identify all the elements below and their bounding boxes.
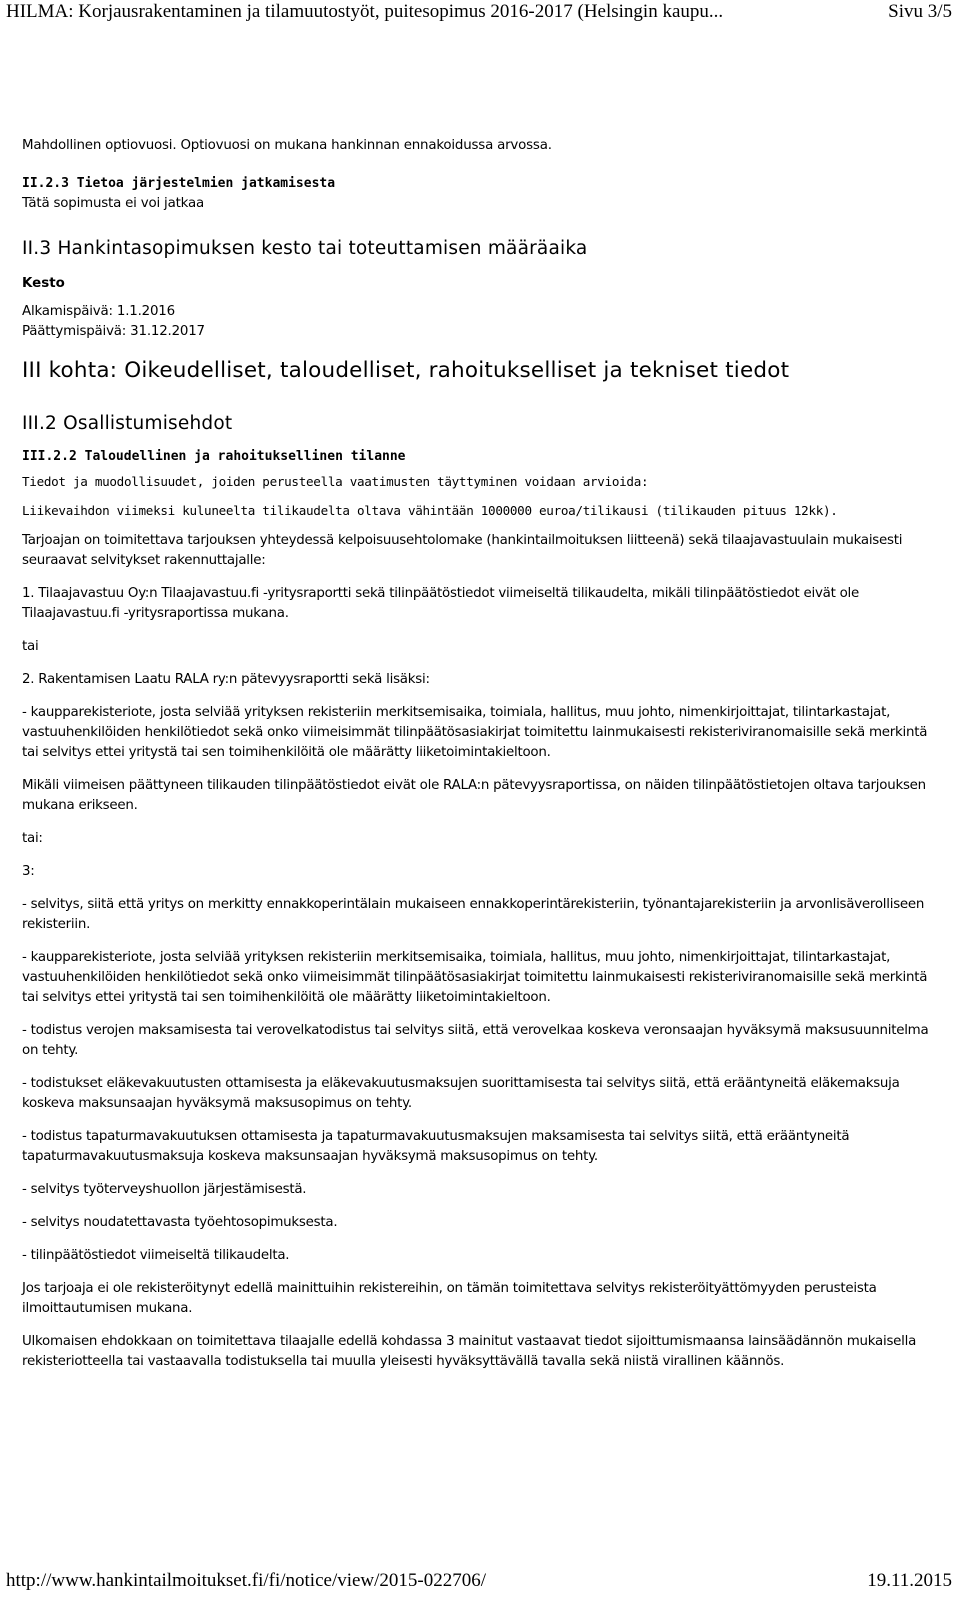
print-footer-date: 19.11.2015 (867, 1570, 952, 1591)
paragraph: 1. Tilaajavastuu Oy:n Tilaajavastuu.fi -yritysraportti sekä tilinpäätöstiedot viimeiseltä tilikaudelta, mikäli tilinpäätöstiedot eivät ole Tilaajavastuu.fi -yritysraportissa mukana. (22, 586, 859, 621)
paragraph: - todistus tapaturmavakuutuksen ottamisesta ja tapaturmavakuutusmaksujen maksamisesta tai selvitys siitä, että erääntyneitä tapaturmavakuutusmaksuja koskeva maksunsaajan hyväksymä maksusopimus on tehty. (22, 1129, 850, 1164)
paragraph: - selvitys, siitä että yritys on merkitty ennakkoperintälain mukaiseen ennakkoperintärekisteriin, työnantajarekisteriin ja arvonlisäverolliseen rekisteriin. (22, 897, 925, 932)
paragraph: - kaupparekisteriote, josta selviää yrityksen rekisteriin merkitsemisaika, toimiala, hallitus, muu johto, nimenkirjoittajat, tilintarkastajat, vastuuhenkilöiden henkilötiedot sekä onko viimeisimmät tilinpäätösasiakirjat toimitettu lainmukaisesti rekisteriviranomaisille sekä merkintä tai selvitys ettei yritystä tai sen toimihenkilöitä ole määrätty liiketoimintakieltoon. (22, 950, 928, 1005)
paragraph: - selvitys työterveyshuollon järjestämisestä. (22, 1182, 307, 1197)
paragraph: 2. Rakentamisen Laatu RALA ry:n pätevyysraportti sekä lisäksi: (22, 672, 430, 687)
paragraph: Tarjoajan on toimitettava tarjouksen yhteydessä kelpoisuusehtolomake (hankintailmoituksen liitteenä) sekä tilaajavastuulain mukaisesti seuraavat selvitykset rakennuttajalle: (22, 533, 903, 568)
print-header (6, 0, 952, 24)
print-footer-url: http://www.hankintailmoitukset.fi/fi/notice/view/2015-022706/ (6, 1570, 487, 1591)
paragraph: - tilinpäätöstiedot viimeiseltä tilikaudelta. (22, 1248, 290, 1263)
print-header-title: HILMA: Korjausrakentaminen ja tilamuutostyöt, puitesopimus 2016-2017 (Helsingin kaupu... (6, 1, 724, 22)
paragraph: tai: (22, 831, 43, 846)
paragraph: - todistukset eläkevakuutusten ottamisesta ja eläkevakuutusmaksujen suorittamisesta tai selvitys siitä, että erääntyneitä eläkemaksuja koskeva maksunsaajan hyväksymä maksusopimus on tehty. (22, 1076, 900, 1111)
section-iii-2-heading: III.2 Osallistumisehdot (22, 413, 233, 434)
print-footer (6, 1568, 952, 1594)
section-iii-heading: III kohta: Oikeudelliset, taloudelliset, rahoitukselliset ja tekniset tiedot (22, 358, 790, 383)
paragraph: Liikevaihdon viimeksi kuluneelta tilikaudelta oltava vähintään 1000000 euroa/tilikausi (tilikauden pituus 12kk). (22, 503, 838, 518)
paragraph: tai (22, 639, 39, 654)
paragraph: Mikäli viimeisen päättyneen tilikauden tilinpäätöstiedot eivät ole RALA:n pätevyysraportissa, on näiden tilinpäätöstietojen oltava tarjouksen mukana erikseen. (22, 778, 926, 813)
section-iii-2-2-intro: Tiedot ja muodollisuudet, joiden perusteella vaatimusten täyttyminen voidaan arvioida: (22, 474, 649, 489)
section-ii-3-heading: II.3 Hankintasopimuksen kesto tai toteuttamisen määräaika (22, 238, 588, 259)
section-ii-2-3-heading: II.2.3 Tietoa järjestelmien jatkamisesta (22, 176, 336, 191)
section-ii-2-3-text: Tätä sopimusta ei voi jatkaa (22, 196, 204, 211)
option-year-text: Mahdollinen optiovuosi. Optiovuosi on mukana hankinnan ennakoidussa arvossa. (22, 138, 552, 153)
duration-label: Kesto (22, 276, 65, 291)
paragraph: 3: (22, 864, 35, 879)
section-iii-2-2-heading: III.2.2 Taloudellinen ja rahoituksellinen tilanne (22, 449, 406, 464)
notice-content (22, 136, 940, 1385)
paragraph: Jos tarjoaja ei ole rekisteröitynyt edellä mainittuihin rekistereihin, on tämän toimitettava selvitys rekisteröityättömyyden perusteista ilmoittautumisen mukana. (22, 1281, 877, 1316)
start-date: Alkamispäivä: 1.1.2016 (22, 304, 175, 319)
paragraph: - selvitys noudatettavasta työehtosopimuksesta. (22, 1215, 338, 1230)
print-header-page-number: Sivu 3/5 (888, 1, 952, 22)
end-date: Päättymispäivä: 31.12.2017 (22, 324, 205, 339)
paragraph: Ulkomaisen ehdokkaan on toimitettava tilaajalle edellä kohdassa 3 mainitut vastaavat tiedot sijoittumismaansa lainsäädännön mukaisella rekisteriotteella tai vastaavalla todistuksella tai muulla yleisesti hyväksyttävällä tavalla sekä niistä virallinen käännös. (22, 1334, 917, 1369)
paragraph: - todistus verojen maksamisesta tai verovelkatodistus tai selvitys siitä, että verovelkaa koskeva veronsaajan hyväksymä maksusuunnitelma on tehty. (22, 1023, 929, 1058)
paragraph: - kaupparekisteriote, josta selviää yrityksen rekisteriin merkitsemisaika, toimiala, hallitus, muu johto, nimenkirjoittajat, tilintarkastajat, vastuuhenkilöiden henkilötiedot sekä onko viimeisimmät tilinpäätösasiakirjat toimitettu lainmukaisesti rekisteriviranomaisille sekä merkintä tai selvitys ettei yritystä tai sen toimihenkilöitä ole määrätty liiketoimintakieltoon. (22, 705, 928, 760)
